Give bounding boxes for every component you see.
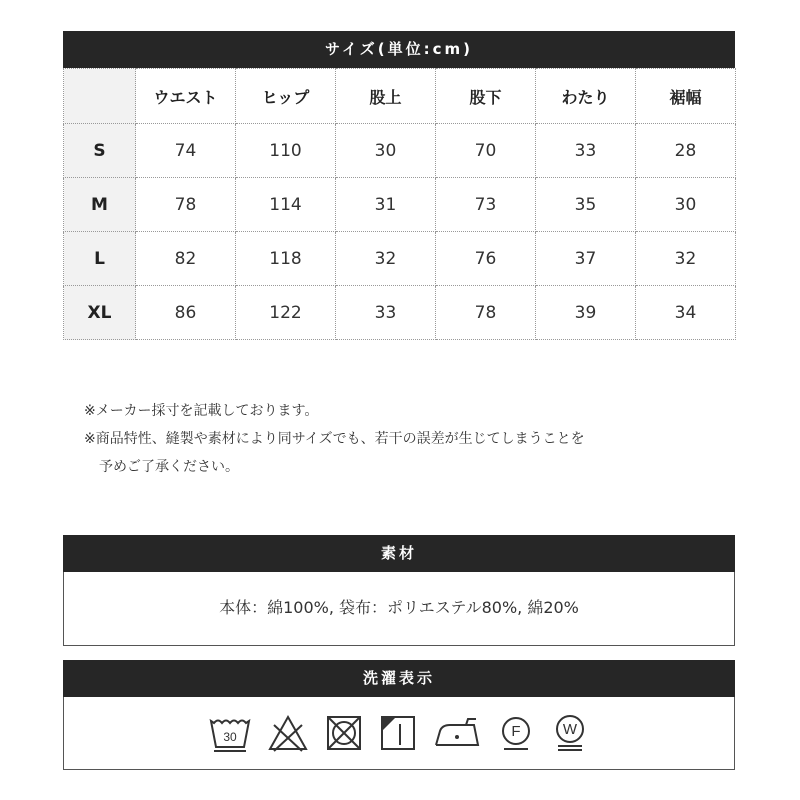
table-cell: 78	[136, 178, 236, 232]
care-box	[63, 697, 735, 770]
care-icons	[64, 697, 734, 769]
size-table-header-row	[64, 69, 736, 124]
material-section-title	[63, 535, 735, 572]
row-size-label: S	[64, 124, 136, 178]
size-section-title-text: サイズ(単位:cm)	[324, 40, 474, 58]
note-line-2: ※商品特性、縫製や素材により同サイズでも、若干の誤差が生じてしまうことを	[84, 431, 585, 447]
care-section-title	[63, 660, 735, 697]
table-row	[64, 124, 736, 178]
table-cell: 34	[636, 286, 736, 340]
table-cell: 86	[136, 286, 236, 340]
table-cell: 73	[436, 178, 536, 232]
line-dry-shade-icon	[378, 713, 418, 753]
wet-clean-w-icon	[550, 713, 590, 753]
note-line-1: ※メーカー採寸を記載しております。	[84, 403, 319, 419]
table-cell: 31	[336, 178, 436, 232]
table-row	[64, 178, 736, 232]
table-cell: 30	[636, 178, 736, 232]
table-cell: 70	[436, 124, 536, 178]
size-section-title	[63, 31, 735, 68]
row-size-label: M	[64, 178, 136, 232]
material-box	[63, 572, 735, 646]
table-cell: 33	[536, 124, 636, 178]
wet-clean-w-label: W	[562, 721, 578, 738]
iron-low-icon	[432, 713, 482, 753]
size-table	[63, 68, 736, 340]
no-tumble-dry-icon	[324, 713, 364, 753]
dry-clean-f-label: F	[511, 723, 521, 740]
table-cell: 74	[136, 124, 236, 178]
table-cell: 76	[436, 232, 536, 286]
table-cell: 110	[236, 124, 336, 178]
note-line-3: 予めご了承ください。	[99, 459, 239, 475]
table-cell: 35	[536, 178, 636, 232]
material-text: 本体：綿100%, 袋布：ポリエステル80%, 綿20%	[219, 598, 579, 617]
no-bleach-icon	[266, 713, 310, 753]
table-row	[64, 286, 736, 340]
table-cell: 122	[236, 286, 336, 340]
row-size-label: XL	[64, 286, 136, 340]
care-section-title-text: 洗濯表示	[362, 669, 435, 687]
table-cell: 82	[136, 232, 236, 286]
table-cell: 32	[636, 232, 736, 286]
table-cell: 118	[236, 232, 336, 286]
material-section-title-text: 素材	[380, 544, 417, 562]
table-cell: 37	[536, 232, 636, 286]
table-cell: 39	[536, 286, 636, 340]
dry-clean-f-icon	[496, 713, 536, 753]
column-header: わたり	[536, 69, 636, 124]
row-size-label: L	[64, 232, 136, 286]
table-cell: 33	[336, 286, 436, 340]
column-header: 股下	[436, 69, 536, 124]
table-cell: 30	[336, 124, 436, 178]
wash-30-icon	[208, 713, 252, 753]
column-header: ヒップ	[236, 69, 336, 124]
column-header: 裾幅	[636, 69, 736, 124]
wash-temp-label: 30	[223, 730, 237, 744]
table-cell: 114	[236, 178, 336, 232]
column-header: ウエスト	[136, 69, 236, 124]
size-table-corner	[64, 69, 136, 124]
table-cell: 78	[436, 286, 536, 340]
table-row	[64, 232, 736, 286]
table-cell: 32	[336, 232, 436, 286]
table-cell: 28	[636, 124, 736, 178]
column-header: 股上	[336, 69, 436, 124]
